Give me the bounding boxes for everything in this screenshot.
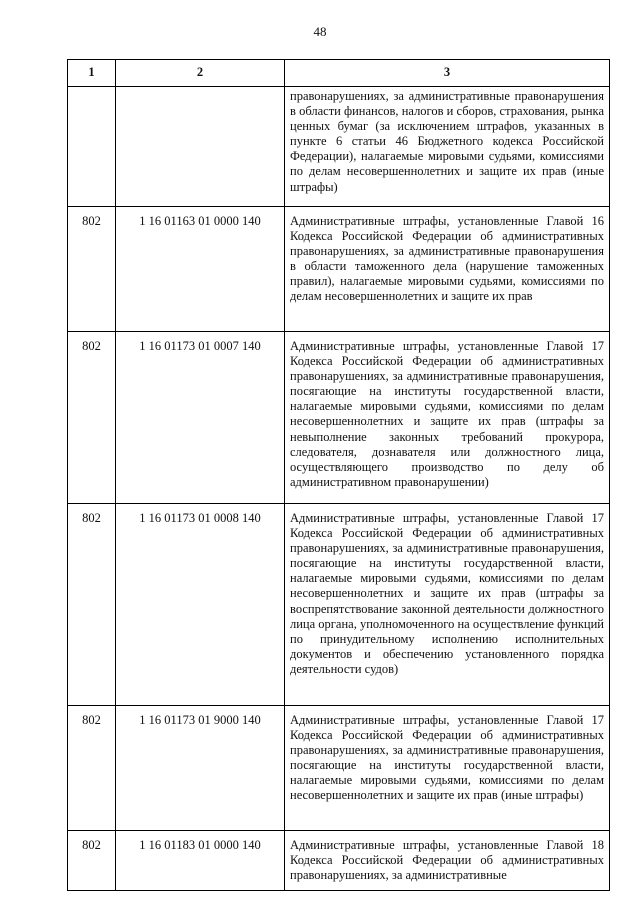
description-cell: Административные штрафы, установленные Главой 17 Кодекса Российской Федерации об административных правонарушениях, за административные правонарушения, посягающие на институты государственной власти, налагаемые мировыми судьями, комиссиями по делам несовершеннолетних и защите их прав (иные штрафы) xyxy=(285,706,610,831)
page-number: 48 xyxy=(313,24,327,39)
admin-code-cell: 802 xyxy=(68,504,116,706)
table-row xyxy=(68,207,610,332)
column-header-2: 2 xyxy=(116,60,285,87)
description-cell: правонарушениях, за административные правонарушения в области финансов, налогов и сборов, страхования, рынка ценных бумаг (за исключением штрафов, указанных в пункте 6 статьи 46 Бюджетного кодекса Российской Федерации), налагаемые мировыми судьями, комиссиями по делам несовершеннолетних и защите их прав (иные штрафы) xyxy=(285,87,610,207)
kbk-code-cell: 1 16 01173 01 9000 140 xyxy=(116,706,285,831)
kbk-code-cell: 1 16 01173 01 0007 140 xyxy=(116,332,285,504)
description-cell: Административные штрафы, установленные Главой 17 Кодекса Российской Федерации об административных правонарушениях, за административные правонарушения, посягающие на институты государственной власти, налагаемые мировыми судьями, комиссиями по делам несовершеннолетних и защите их прав (штрафы за воспрепятствование законной деятельности должностного лица органа, уполномоченного на осуществление функций по принудительному исполнению исполнительных документов и обеспечению установленного порядка деятельности судов) xyxy=(285,504,610,706)
admin-code-cell: 802 xyxy=(68,831,116,891)
description-cell: Административные штрафы, установленные Главой 16 Кодекса Российской Федерации об административных правонарушениях, за административные правонарушения в области таможенного дела (нарушение таможенных правил), налагаемые мировыми судьями, комиссиями по делам несовершеннолетних и защите их прав xyxy=(285,207,610,332)
kbk-code-cell xyxy=(116,87,285,207)
admin-code-cell: 802 xyxy=(68,706,116,831)
table-row xyxy=(68,504,610,706)
table-row xyxy=(68,87,610,207)
table-row xyxy=(68,831,610,891)
column-header-3: 3 xyxy=(285,60,610,87)
admin-code-cell: 802 xyxy=(68,207,116,332)
description-cell: Административные штрафы, установленные Главой 17 Кодекса Российской Федерации об административных правонарушениях, за административные правонарушения, посягающие на институты государственной власти, налагаемые мировыми судьями, комиссиями по делам несовершеннолетних и защите их прав (штрафы за невыполнение законных требований прокурора, следователя, дознавателя или должностного лица, осуществляющего производство по делу об административном правонарушении) xyxy=(285,332,610,504)
admin-code-cell: 802 xyxy=(68,332,116,504)
kbk-code-cell: 1 16 01183 01 0000 140 xyxy=(116,831,285,891)
budget-codes-table xyxy=(67,59,610,891)
table-row xyxy=(68,706,610,831)
admin-code-cell xyxy=(68,87,116,207)
kbk-code-cell: 1 16 01173 01 0008 140 xyxy=(116,504,285,706)
kbk-code-cell: 1 16 01163 01 0000 140 xyxy=(116,207,285,332)
description-cell: Административные штрафы, установленные Главой 18 Кодекса Российской Федерации об административных правонарушениях, за административные xyxy=(285,831,610,891)
column-header-1: 1 xyxy=(68,60,116,87)
table-header-row xyxy=(68,60,610,87)
table-row xyxy=(68,332,610,504)
